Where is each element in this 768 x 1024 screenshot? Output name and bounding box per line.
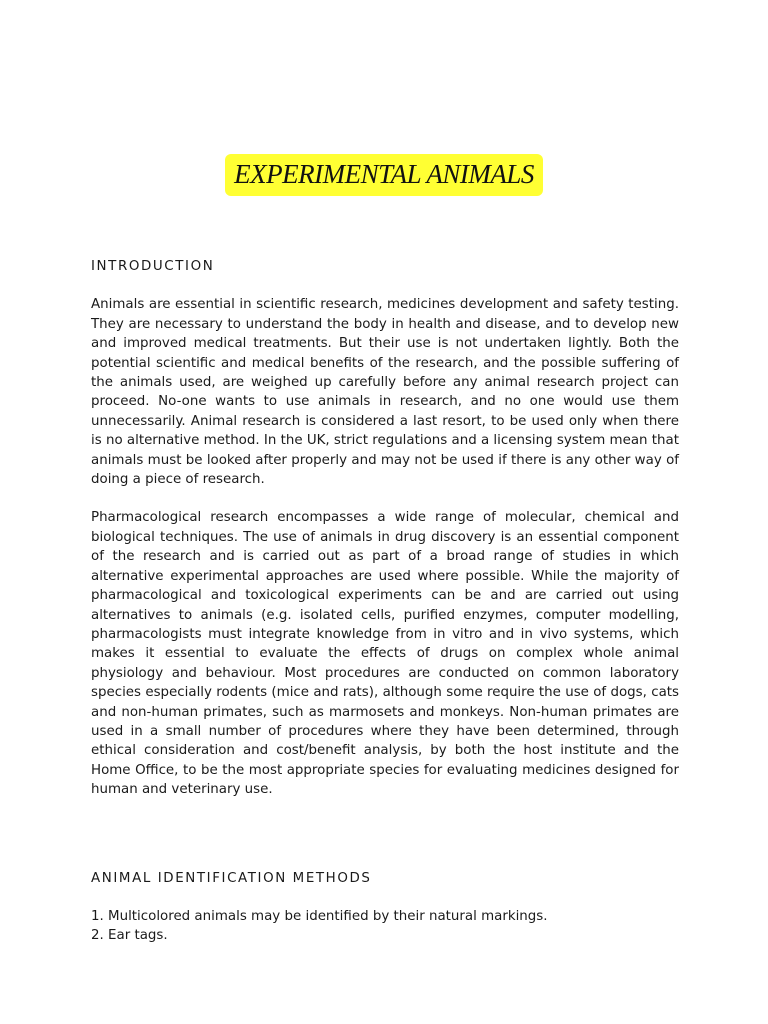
identification-list [91,907,679,946]
document-title: EXPERIMENTAL ANIMALS [225,154,543,196]
title-block [0,154,768,196]
intro-heading: INTRODUCTION [91,259,215,274]
intro-paragraph-1: Animals are essential in scientific research, medicines development and safety testing. They are necessary to understand the body in health and disease, and to develop new and improved medical treatments. But their use is not undertaken lightly. Both the potential scientific and medical benefits of the research, and the possible suffering of the animals used, are weighed up carefully before any animal research project can proceed. No-one wants to use animals in research, and no one would use them unnecessarily. Animal research is considered a last resort, to be used only when there is no alternative method. In the UK, strict regulations and a licensing system mean that animals must be looked after properly and may not be used if there is any other way of doing a piece of research. [91,297,679,488]
list-item: 2. Ear tags. [91,928,168,944]
intro-paragraph-2: Pharmacological research encompasses a wide range of molecular, chemical and biological techniques. The use of animals in drug discovery is an essential component of the research and is carried out as part of a broad range of studies in which alternative experimental approaches are used where possible. While the majority of pharmacological and toxicological experiments can be and are carried out using alternatives to animals (e.g. isolated cells, purified enzymes, computer modelling, pharmacologists must integrate knowledge from in vitro and in vivo systems, which makes it essential to evaluate the effects of drugs on complex whole animal physiology and behaviour. Most procedures are conducted on common laboratory species especially rodents (mice and rats), although some require the use of dogs, cats and non-human primates, such as marmosets and monkeys. Non-human primates are used in a small number of procedures where they have been determined, through ethical consideration and cost/benefit analysis, by both the host institute and the Home Office, to be the most appropriate species for evaluating medicines designed for human and veterinary use. [91,510,679,798]
section-spacer [91,819,679,869]
document-body [91,257,679,946]
list-item: 1. Multicolored animals may be identified by their natural markings. [91,908,548,924]
identification-heading: ANIMAL IDENTIFICATION METHODS [91,870,372,886]
